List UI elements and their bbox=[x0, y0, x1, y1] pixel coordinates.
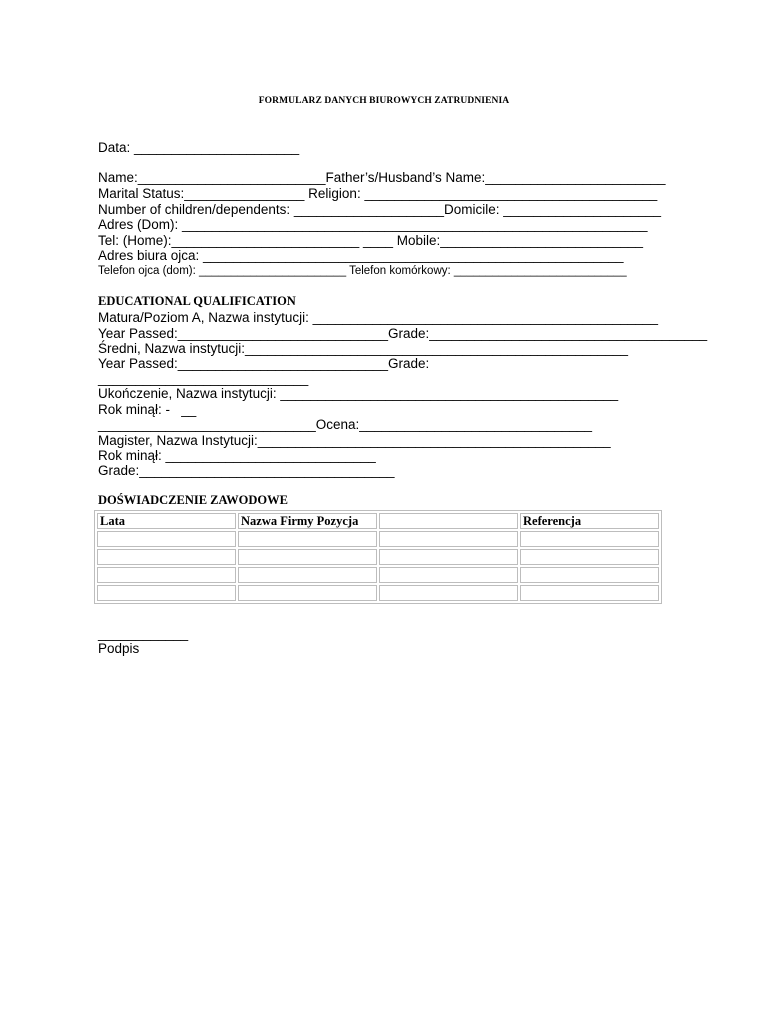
column-header: Referencja bbox=[520, 513, 659, 529]
education-line: Matura/Poziom A, Nazwa instytucji: ______________________________________________ bbox=[98, 310, 658, 325]
table-cell[interactable] bbox=[379, 585, 518, 601]
signature-line: ____________ bbox=[98, 626, 189, 641]
education-heading: EDUCATIONAL QUALIFICATION bbox=[98, 294, 296, 308]
table-cell[interactable] bbox=[97, 585, 236, 601]
table-row bbox=[97, 585, 659, 601]
table-cell[interactable] bbox=[379, 567, 518, 583]
table-cell[interactable] bbox=[520, 585, 659, 601]
education-line: Year Passed:____________________________Grade: bbox=[98, 356, 430, 371]
table-cell[interactable] bbox=[97, 567, 236, 583]
signature-label: Podpis bbox=[98, 641, 140, 656]
children-field: Number of children/dependents: ____________________Domicile: _____________________ bbox=[98, 202, 661, 217]
marital-status-field: Marital Status:________________ Religion: _______________________________________ bbox=[98, 186, 658, 201]
address-field: Adres (Dom): ______________________________________________________________ bbox=[98, 217, 648, 232]
table-cell[interactable] bbox=[238, 531, 377, 547]
form-title: FORMULARZ DANYCH BIUROWYCH ZATRUDNIENIA bbox=[258, 96, 510, 106]
education-line: Ukończenie, Nazwa instytucji: _____________________________________________ bbox=[98, 386, 619, 401]
education-line: _____________________________Ocena:_______________________________ bbox=[98, 417, 593, 432]
table-cell[interactable] bbox=[379, 531, 518, 547]
education-line: Średni, Nazwa instytucji:___________________________________________________ bbox=[98, 341, 628, 356]
column-header bbox=[379, 513, 518, 529]
table-cell[interactable] bbox=[238, 549, 377, 565]
table-cell[interactable] bbox=[520, 549, 659, 565]
name-field: Name:_________________________Father’s/Husband’s Name:________________________ bbox=[98, 170, 666, 185]
date-field: Data: ______________________ bbox=[98, 140, 300, 155]
telephone-field: Tel: (Home):_________________________ ____ Mobile:___________________________ bbox=[98, 233, 643, 248]
education-line: Rok minął: ____________________________ bbox=[98, 448, 376, 463]
table-row bbox=[97, 549, 659, 565]
table-cell[interactable] bbox=[97, 549, 236, 565]
education-line: Magister, Nazwa Instytucji:_______________________________________________ bbox=[98, 433, 611, 448]
table-header-row bbox=[97, 513, 659, 529]
table-cell[interactable] bbox=[520, 567, 659, 583]
table-cell[interactable] bbox=[238, 585, 377, 601]
table-row bbox=[97, 531, 659, 547]
education-line: Rok minął: - __ bbox=[98, 402, 197, 417]
education-line: Grade:__________________________________ bbox=[98, 463, 395, 478]
father-office-address-field: Adres biura ojca: ________________________________________________________ bbox=[98, 248, 624, 263]
experience-table bbox=[94, 510, 662, 604]
column-header: Lata bbox=[97, 513, 236, 529]
table-cell[interactable] bbox=[238, 567, 377, 583]
education-line: Year Passed:____________________________Grade:_____________________________________ bbox=[98, 326, 708, 341]
table-cell[interactable] bbox=[520, 531, 659, 547]
table-cell[interactable] bbox=[379, 549, 518, 565]
table-row bbox=[97, 567, 659, 583]
column-header: Nazwa Firmy Pozycja bbox=[238, 513, 377, 529]
experience-heading: DOŚWIADCZENIE ZAWODOWE bbox=[98, 493, 288, 507]
father-telephone-field: Telefon ojca (dom): _______________________ Telefon komórkowy: ___________________________ bbox=[98, 265, 627, 277]
education-line: ____________________________ bbox=[98, 371, 309, 386]
table-cell[interactable] bbox=[97, 531, 236, 547]
